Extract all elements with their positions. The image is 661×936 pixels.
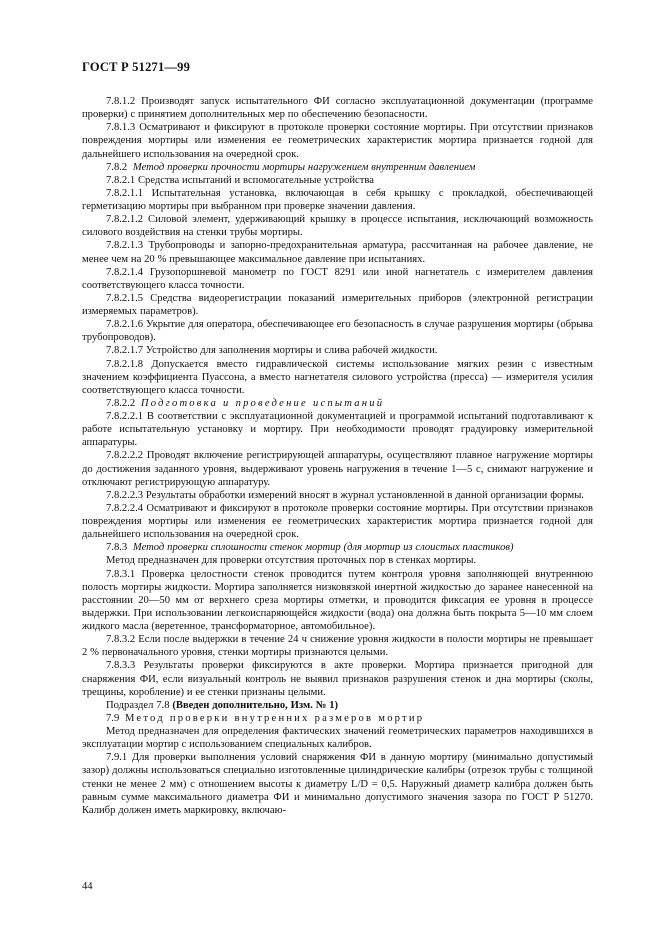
paragraph: 7.9.1 Для проверки выполнения условий снаряжения ФИ в данную мортиру (минимально допустимый зазор) должны использоваться специально изготовленные цилиндрические калибры (отрезок трубы с толщиной стенки не менее 2 мм) с отношением высоты к диаметру L/D = 0,5. Наружный диаметр калибра должен быть равным сумме максимального диаметра ФИ и минимально допустимого значения зазора по ГОСТ Р 51270. Калибр должен иметь маркировку, включаю- (82, 752, 593, 816)
paragraph: 7.8.2.1 Средства испытаний и вспомогательные устройства (106, 174, 374, 186)
paragraph: Метод предназначен для определения фактических значений геометрических параметров находившихся в эксплуатации мортир с использованием специальных калибров. (82, 726, 593, 751)
section-heading (82, 397, 593, 410)
paragraph: 7.8.2.1.1 Испытательная установка, включающая в себя крышку с прокладкой, обеспечивающей герметизацию мортиры при выбранном при проверке значении давления. (82, 187, 593, 212)
paragraph: 7.8.2.2.3 Результаты обработки измерений вносят в журнал установленной в данной организации формы. (106, 489, 584, 501)
section-title: Метод проверки сплошности стенок мортир (для мортир из слоистых пластиков) (132, 542, 514, 554)
section-title: Метод проверки внутренних размеров мортир (124, 712, 425, 724)
paragraph: 7.8.2.1.7 Устройство для заполнения мортиры и слива рабочей жидкости. (106, 345, 438, 357)
page-header: ГОСТ Р 51271—99 (82, 60, 191, 74)
paragraph: 7.8.2.1.8 Допускается вместо гидравлической системы использование мягких резин с известным значением коэффициента Пуассона, а вместо нагнетателя силового устройства (пресса) — измерителя усилия соответствующего класса точности. (82, 358, 593, 396)
paragraph: 7.8.1.3 Осматривают и фиксируют в протоколе проверки состояние мортиры. При отсутствии признаков повреждения мортиры или изменения ее геометрических характеристик мортира признается годной для дальнейшего использования на очередной срок. (82, 122, 593, 160)
section-heading (82, 161, 593, 174)
section-heading (82, 712, 593, 725)
section-number: 7.9 (106, 712, 120, 724)
paragraph: 7.8.1.2 Производят запуск испытательного ФИ согласно эксплуатационной документации (программе проверки) с принятием дополнительных мер по обеспечению безопасности. (82, 96, 593, 121)
paragraph: 7.8.2.1.4 Грузопоршневой манометр по ГОСТ 8291 или иной нагнетатель с измерителем давления соответствующего класса точности. (82, 266, 593, 291)
paragraph: 7.8.3.2 Если после выдержки в течение 24 ч снижение уровня жидкости в полости мортиры не превышает 2 % первоначального уровня, стенки мортиры признаются целыми. (82, 634, 593, 659)
amendment-text: (Введен дополнительно, Изм. № 1) (172, 699, 339, 711)
paragraph: 7.8.2.1.5 Средства видеорегистрации показаний измерительных приборов (электронной регистрации измеряемых параметров). (82, 292, 593, 317)
paragraph: 7.8.2.1.6 Укрытие для оператора, обеспечивающее его безопасность в случае разрушения мортиры (обрыва трубопроводов). (82, 319, 593, 344)
section-heading (82, 541, 593, 554)
document-body (82, 95, 593, 817)
paragraph: 7.8.3.1 Проверка целостности стенок проводится путем контроля уровня заполняющей внутреннюю полость мортиры жидкости. Мортира заполняется низковязкой инертной жидкостью до заранее нанесенной на расстоянии 20—50 мм от верхнего среза мортиры отметки, и проводится фиксация ее уровня в процессе выдержки. При использовании легкоиспаряющейся жидкости (вода) она должна быть покрыта 5—10 мм слоем жидкого масла (веретенное, трансформаторное, автомобильное). (82, 568, 593, 632)
section-title: Метод проверки прочности мортиры нагружением внутренним давлением (132, 161, 476, 173)
amendment-note (82, 699, 593, 712)
section-number: 7.8.2 (106, 161, 128, 173)
paragraph: 7.8.2.1.2 Силовой элемент, удерживающий крышку в процессе испытания, исключающий возможность силового воздействия на стенки трубы мортиры. (82, 214, 593, 239)
paragraph: 7.8.2.2.4 Осматривают и фиксируют в протоколе проверки состояние мортиры. При отсутствии признаков повреждения мортиры или изменения ее геометрических характеристик мортира признается годной для дальнейшего использования на очередной срок. (82, 502, 593, 541)
paragraph: 7.8.2.1.3 Трубопроводы и запорно-предохранительная арматура, рассчитанная на рабочее давление, не менее чем на 20 % превышающее максимальное давление при испытаниях. (82, 240, 593, 265)
section-title: Подготовка и проведение испытаний (140, 397, 385, 409)
page-number: 44 (82, 881, 93, 892)
paragraph: 7.8.2.2.2 Проводят включение регистрирующей аппаратуры, осуществляют плавное нагружение мортиры до достижения заданного уровня, выдерживают уровень нагружения в течение 1—5 с, снимают нагружение и отключают регистрирующую аппаратуру. (82, 450, 593, 488)
paragraph: 7.8.2.2.1 В соответствии с эксплуатационной документацией и программой испытаний подготавливают к работе испытательную установку и мортиру. При необходимости проводят градуировку измерительной аппаратуры. (82, 411, 593, 449)
paragraph: 7.8.3.3 Результаты проверки фиксируются в акте проверки. Мортира признается пригодной для снаряжения ФИ, если визуальный контроль не выявил признаков разрушения стенок и дна мортиры (сколы, трещины, коробление) и ее стенки признаны целыми. (82, 660, 593, 698)
section-number: 7.8.2.2 (106, 397, 136, 409)
amendment-label: Подраздел 7.8 (106, 699, 170, 711)
paragraph: Метод предназначен для проверки отсутствия проточных пор в стенках мортиры. (106, 555, 477, 567)
section-number: 7.8.3 (106, 542, 128, 554)
